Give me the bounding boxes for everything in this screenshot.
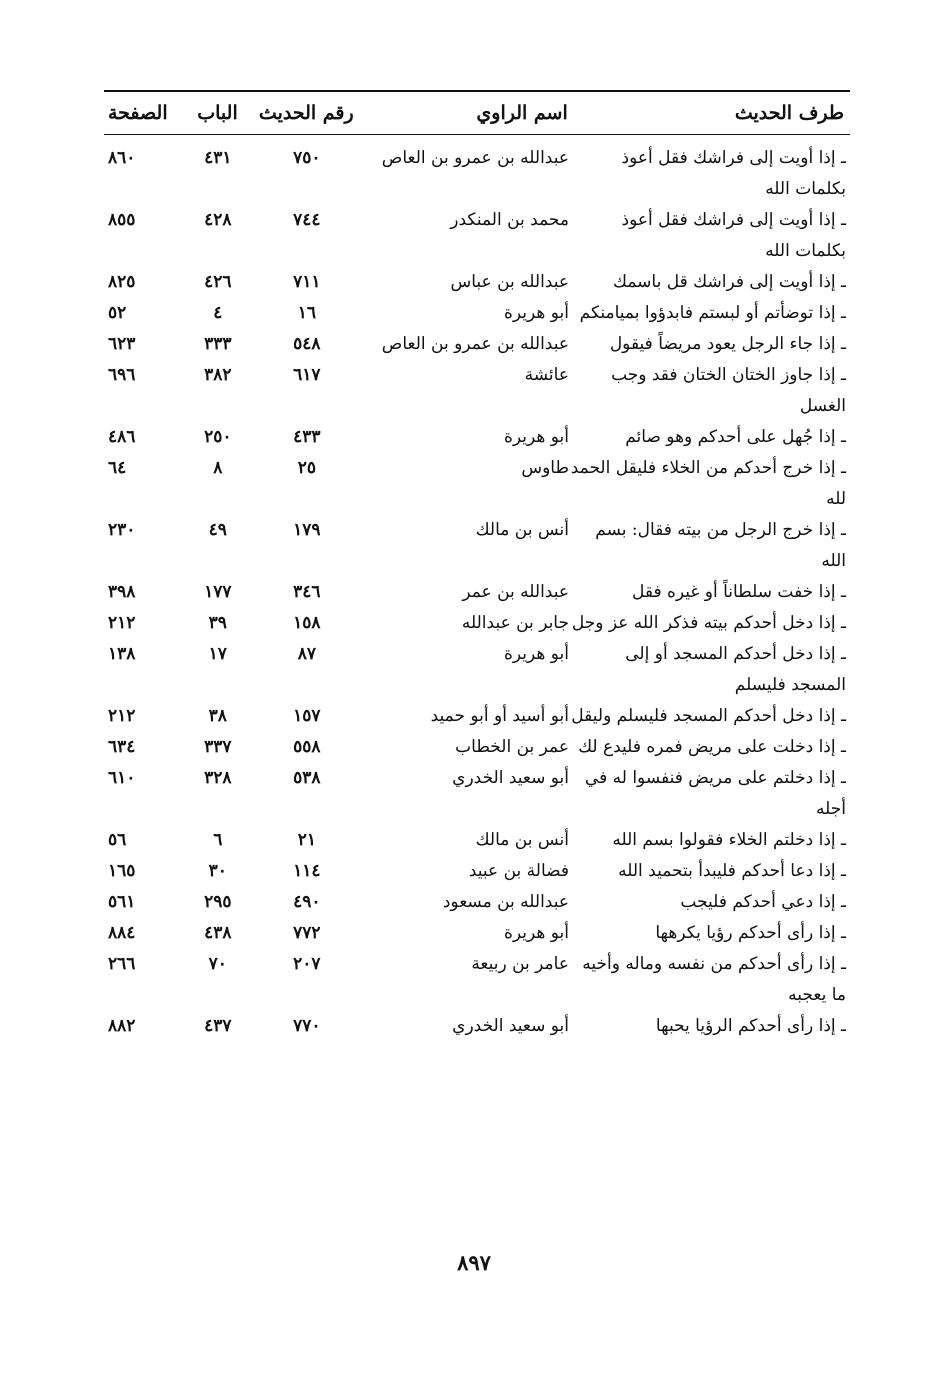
table-row bbox=[104, 732, 850, 763]
table-row bbox=[104, 267, 850, 298]
cell-number: ١٦ bbox=[297, 303, 316, 323]
cell-page: ٦٣٤ bbox=[107, 737, 136, 757]
table-row bbox=[104, 856, 850, 887]
cell-bab: ٣٨ bbox=[208, 706, 227, 726]
cell-number: ٢٠٧ bbox=[293, 954, 321, 974]
cell-narrator: أبو أسيد أو أبو حميد bbox=[430, 706, 569, 726]
cell-narrator: أبو هريرة bbox=[503, 644, 569, 664]
cell-number: ٥٥٨ bbox=[293, 737, 321, 757]
cell-hadith: ـ إذا خفت سلطاناً أو غيره فقل bbox=[632, 582, 846, 602]
cell-hadith: ـ إذا توضأتم أو لبستم فابدؤوا بميامنكم bbox=[579, 303, 846, 323]
cell-narrator: أبو هريرة bbox=[503, 303, 569, 323]
cell-page: ٦١٠ bbox=[107, 768, 136, 788]
cell-narrator: أبو هريرة bbox=[503, 923, 569, 943]
table-row bbox=[104, 949, 850, 1011]
cell-number: ٥٣٨ bbox=[293, 768, 321, 788]
cell-bab: ٣٢٨ bbox=[204, 768, 232, 788]
table-row bbox=[104, 887, 850, 918]
cell-bab: ١٧ bbox=[208, 644, 227, 664]
cell-hadith: ـ إذا جاء الرجل يعود مريضاً فيقول bbox=[609, 334, 846, 354]
table-row bbox=[104, 918, 850, 949]
cell-bab: ٤٣٨ bbox=[204, 923, 232, 943]
cell-page: ٨٢٥ bbox=[107, 272, 136, 292]
cell-page: ٥٦ bbox=[107, 830, 127, 850]
cell-number: ١٥٧ bbox=[293, 706, 321, 726]
cell-bab: ٣٨٢ bbox=[204, 365, 232, 385]
cell-page: ٣٩٨ bbox=[107, 582, 136, 602]
cell-number: ٢٥ bbox=[297, 458, 316, 478]
cell-hadith: ـ إذا رأى أحدكم الرؤيا يحبها bbox=[655, 1016, 846, 1036]
cell-page: ٦٤ bbox=[107, 458, 127, 478]
cell-bab: ١٧٧ bbox=[204, 582, 232, 602]
cell-narrator: أبو سعيد الخدري bbox=[452, 1016, 569, 1036]
cell-number: ٤٩٠ bbox=[293, 892, 321, 912]
table-row bbox=[104, 763, 850, 825]
cell-bab: ٤٢٦ bbox=[204, 272, 232, 292]
cell-bab: ٣٠ bbox=[208, 861, 227, 881]
cell-hadith: ـ إذا دعا أحدكم فليبدأ بتحميد الله bbox=[618, 861, 846, 881]
table-row bbox=[104, 608, 850, 639]
table-row bbox=[104, 825, 850, 856]
cell-bab: ٤ bbox=[213, 303, 223, 323]
cell-hadith: ـ إذا دخلتم على مريض فنفسوا له في أجله bbox=[584, 768, 846, 819]
cell-number: ١٧٩ bbox=[293, 520, 321, 540]
cell-hadith: ـ إذا خرج الرجل من بيته فقال: بسم الله bbox=[595, 520, 846, 571]
cell-hadith: ـ إذا أويت إلى فراشك فقل أعوذ بكلمات الله bbox=[621, 210, 846, 261]
cell-hadith: ـ إذا دخلتم الخلاء فقولوا بسم الله bbox=[612, 830, 846, 850]
cell-hadith: ـ إذا دخل أحدكم المسجد فليسلم وليقل bbox=[571, 706, 846, 726]
table-row bbox=[104, 577, 850, 608]
cell-number: ٥٤٨ bbox=[293, 334, 321, 354]
cell-bab: ٣٣٣ bbox=[204, 334, 232, 354]
cell-page: ٨٨٢ bbox=[107, 1016, 136, 1036]
cell-hadith: ـ إذا جُهل على أحدكم وهو صائم bbox=[625, 427, 846, 447]
hadith-index-table bbox=[104, 90, 850, 1042]
table-row bbox=[104, 1011, 850, 1042]
cell-number: ٧٧٢ bbox=[293, 923, 321, 943]
cell-bab: ٤٣١ bbox=[204, 148, 232, 168]
cell-bab: ٤٢٨ bbox=[204, 210, 232, 230]
cell-number: ٧١١ bbox=[293, 272, 321, 292]
cell-page: ٢١٢ bbox=[107, 613, 136, 633]
header-bab: الباب bbox=[197, 102, 238, 124]
cell-page: ١٣٨ bbox=[107, 644, 136, 664]
header-page: الصفحة bbox=[107, 102, 168, 124]
cell-page: ٥٦١ bbox=[107, 892, 136, 912]
cell-number: ٣٤٦ bbox=[293, 582, 321, 602]
cell-page: ٦٩٦ bbox=[107, 365, 136, 385]
table-row bbox=[104, 360, 850, 422]
header-number: رقم الحديث bbox=[258, 102, 354, 124]
cell-hadith: ـ إذا أويت إلى فراشك فقل أعوذ بكلمات الله bbox=[621, 148, 846, 199]
cell-narrator: أبو سعيد الخدري bbox=[452, 768, 569, 788]
cell-page: ٦٢٣ bbox=[107, 334, 136, 354]
cell-bab: ٢٥٠ bbox=[204, 427, 232, 447]
cell-number: ١١٤ bbox=[293, 861, 321, 881]
cell-bab: ٣٣٧ bbox=[204, 737, 232, 757]
table-row bbox=[104, 205, 850, 267]
cell-page: ٢٣٠ bbox=[107, 520, 136, 540]
cell-narrator: عبدالله بن مسعود bbox=[442, 892, 569, 912]
cell-bab: ٢٩٥ bbox=[204, 892, 232, 912]
cell-page: ٥٢ bbox=[107, 303, 127, 323]
cell-narrator: عبدالله بن عمر bbox=[462, 582, 569, 602]
table-row bbox=[104, 515, 850, 577]
cell-page: ٢١٢ bbox=[107, 706, 136, 726]
cell-bab: ٨ bbox=[213, 458, 223, 478]
cell-narrator: عمر بن الخطاب bbox=[455, 737, 569, 757]
cell-bab: ٤٩ bbox=[208, 520, 227, 540]
cell-narrator: محمد بن المنكدر bbox=[450, 210, 569, 230]
cell-narrator: أبو هريرة bbox=[503, 427, 569, 447]
cell-narrator: عبدالله بن عباس bbox=[450, 272, 569, 292]
table-row bbox=[104, 298, 850, 329]
cell-hadith: ـ إذا خرج أحدكم من الخلاء فليقل الحمد لله bbox=[570, 458, 846, 509]
cell-page: ٨٥٥ bbox=[107, 210, 136, 230]
cell-narrator: جابر بن عبدالله bbox=[461, 613, 569, 633]
cell-hadith: ـ إذا جاوز الختان الختان فقد وجب الغسل bbox=[611, 365, 846, 416]
cell-narrator: أنس بن مالك bbox=[475, 830, 569, 850]
cell-number: ٧٥٠ bbox=[293, 148, 321, 168]
cell-page: ٨٦٠ bbox=[107, 148, 136, 168]
table-row bbox=[104, 143, 850, 205]
cell-number: ٢١ bbox=[297, 830, 316, 850]
cell-number: ٦١٧ bbox=[293, 365, 321, 385]
cell-narrator: أنس بن مالك bbox=[475, 520, 569, 540]
cell-bab: ٦ bbox=[213, 830, 223, 850]
cell-number: ٧٧٠ bbox=[293, 1016, 321, 1036]
cell-narrator: عائشة bbox=[524, 365, 569, 385]
table-row bbox=[104, 453, 850, 515]
page-number: ٨٩٧ bbox=[457, 1250, 491, 1275]
cell-hadith: ـ إذا دخل أحدكم المسجد أو إلى المسجد فليسلم bbox=[625, 644, 846, 695]
table-body bbox=[104, 135, 850, 1042]
cell-bab: ٤٣٧ bbox=[204, 1016, 232, 1036]
cell-page: ٨٨٤ bbox=[107, 923, 136, 943]
cell-hadith: ـ إذا دعي أحدكم فليجب bbox=[680, 892, 846, 912]
cell-hadith: ـ إذا دخلت على مريض فمره فليدع لك bbox=[578, 737, 846, 757]
cell-hadith: ـ إذا رأى أحدكم من نفسه وماله وأخيه ما يعجبه bbox=[582, 954, 846, 1005]
table-row bbox=[104, 639, 850, 701]
cell-narrator: عبدالله بن عمرو بن العاص bbox=[381, 334, 569, 354]
cell-page: ٤٨٦ bbox=[107, 427, 136, 447]
cell-page: ١٦٥ bbox=[107, 861, 136, 881]
table-row bbox=[104, 422, 850, 453]
cell-narrator: عبدالله بن عمرو بن العاص bbox=[381, 148, 569, 168]
cell-number: ٨٧ bbox=[297, 644, 316, 664]
cell-narrator: عامر بن ربيعة bbox=[471, 954, 569, 974]
cell-hadith: ـ إذا دخل أحدكم بيته فذكر الله عز وجل bbox=[571, 613, 846, 633]
table-row bbox=[104, 329, 850, 360]
cell-bab: ٧٠ bbox=[208, 954, 227, 974]
cell-narrator: فضالة بن عبيد bbox=[468, 861, 569, 881]
cell-number: ٧٤٤ bbox=[293, 210, 321, 230]
cell-narrator: طاوس bbox=[521, 458, 569, 478]
cell-number: ٤٣٣ bbox=[293, 427, 321, 447]
header-hadith: طرف الحديث bbox=[734, 102, 844, 124]
cell-bab: ٣٩ bbox=[208, 613, 227, 633]
table-row bbox=[104, 701, 850, 732]
cell-page: ٢٦٦ bbox=[107, 954, 136, 974]
header-narrator: اسم الراوي bbox=[476, 102, 568, 124]
cell-number: ١٥٨ bbox=[293, 613, 321, 633]
cell-hadith: ـ إذا أويت إلى فراشك قل باسمك bbox=[613, 272, 846, 292]
table-header bbox=[104, 92, 850, 135]
cell-hadith: ـ إذا رأى أحدكم رؤيا يكرهها bbox=[655, 923, 846, 943]
